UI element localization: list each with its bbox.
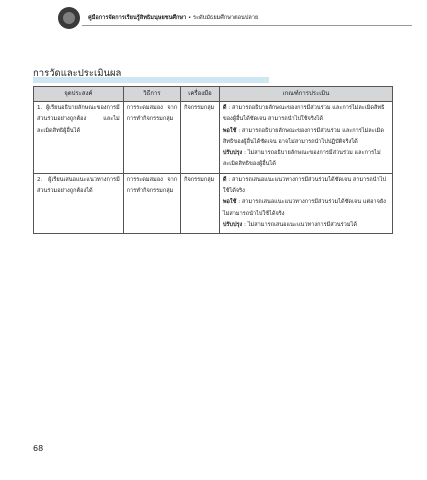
criteria-good <box>223 103 389 126</box>
criteria-good <box>223 175 389 198</box>
criteria-improve <box>223 148 389 171</box>
criteria-fair <box>223 197 389 220</box>
header-method: วิธีการ <box>123 87 180 102</box>
level-description: : ไม่สามารถอธิบายลักษณะของการมีส่วนร่วม และการไม่ละเมิดสิทธิของผู้อื่นได้ <box>222 150 381 168</box>
objective-cell: 2. ผู้เรียนเสนอแนะแนวทางการมีส่วนร่วมอย่างถูกต้องได้ <box>34 173 124 233</box>
table-header-row <box>34 87 393 102</box>
level-label: ดี <box>222 176 227 183</box>
criteria-fair <box>223 126 389 149</box>
level-description: : สามารถเสนอแนะแนวทางการมีส่วนร่วมได้ชัดเจน สามารถนำไปใช้ได้จริง <box>222 176 387 195</box>
page-number: 68 <box>33 444 44 453</box>
criteria-cell <box>219 102 392 174</box>
criteria-cell <box>219 173 392 233</box>
criteria-improve <box>223 220 389 231</box>
assessment-table <box>33 86 393 234</box>
table-row <box>34 102 393 174</box>
method-cell: การระดมสมอง จากการทำกิจกรรมกลุ่ม <box>123 102 180 174</box>
section-title: การวัดและประเมินผล <box>33 68 122 79</box>
header-divider <box>82 25 412 26</box>
header-objective: จุดประสงค์ <box>34 87 124 102</box>
level-label: ปรับปรุง <box>222 150 243 157</box>
header-tool: เครื่องมือ <box>181 87 220 102</box>
level-description: : สามารถเสนอแนะแนวทางการมีส่วนร่วมได้ชัดเจน แต่อาจยังไม่สามารถนำไปใช้ได้จริง <box>222 199 386 217</box>
objective-cell: 1. ผู้เรียนอธิบายลักษณะของการมีส่วนร่วมอย่างถูกต้อง และไม่ละเมิดสิทธิผู้อื่นได้ <box>34 102 124 174</box>
table-row <box>34 173 393 233</box>
level-label: พอใช้ <box>222 127 237 134</box>
institution-logo <box>58 7 80 29</box>
level-label: ปรับปรุง <box>222 221 243 228</box>
header-title: คู่มือการจัดการเรียนรู้สิทธิมนุษยชนศึกษา <box>88 15 187 21</box>
method-cell: การระดมสมอง จากการทำกิจกรรมกลุ่ม <box>123 173 180 233</box>
level-description: : ไม่สามารถเสนอแนะแนวทางการมีส่วนร่วมได้ <box>242 221 357 228</box>
header-subtitle: • ระดับมัธยมศึกษาตอนปลาย <box>186 15 259 21</box>
level-description: : สามารถอธิบายลักษณะของการมีส่วนร่วม และการไม่ละเมิดสิทธิของผู้อื่นได้ชัดเจน อาจไม่สามารถนำไปปฏิบัติจริงได้ <box>222 127 384 145</box>
tool-cell: กิจกรรมกลุ่ม <box>181 173 220 233</box>
level-label: ดี <box>222 105 227 111</box>
tool-cell: กิจกรรมกลุ่ม <box>181 102 220 174</box>
page-header <box>58 6 406 30</box>
header-text <box>88 14 258 22</box>
level-label: พอใช้ <box>222 199 237 206</box>
header-criteria: เกณฑ์การประเมิน <box>219 87 392 102</box>
level-description: : สามารถอธิบายลักษณะของการมีส่วนร่วม และการไม่ละเมิดสิทธิของผู้อื่นได้ชัดเจน สามารถนำไปใช้จริงได้ <box>222 105 385 123</box>
